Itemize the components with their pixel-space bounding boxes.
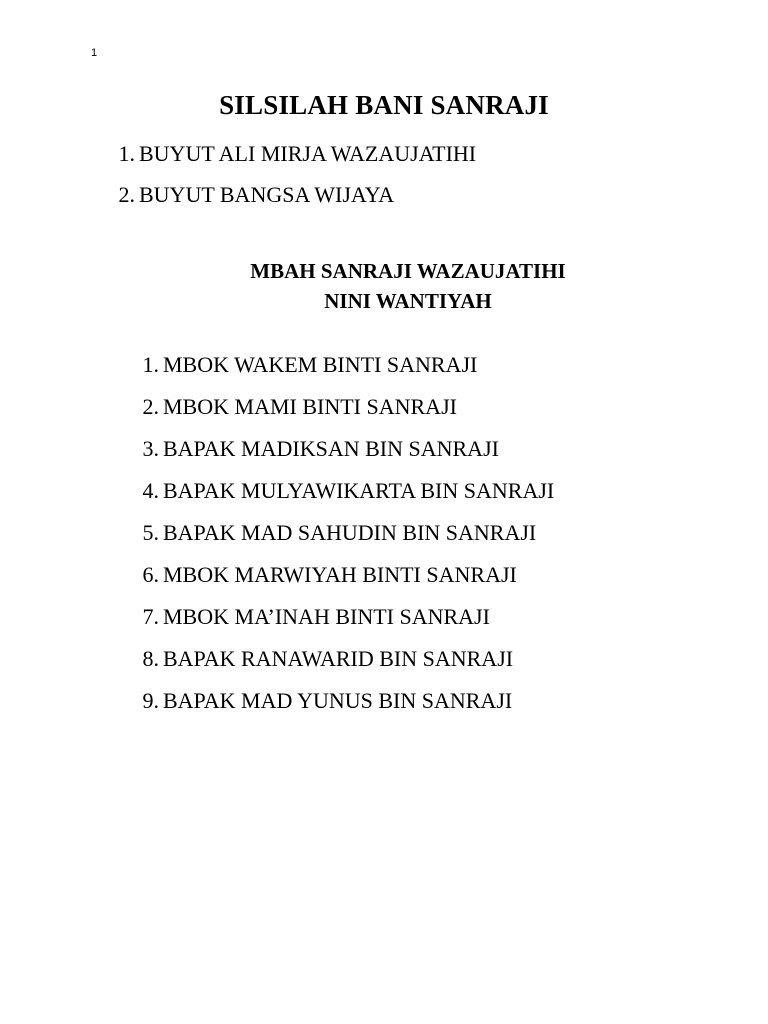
list-item-text: MBOK WAKEM BINTI SANRAJI — [163, 352, 478, 377]
list-item — [134, 561, 554, 603]
list-item-text: MBOK MAMI BINTI SANRAJI — [163, 394, 457, 419]
list-item-number: 6. — [142, 562, 159, 587]
ancestors-list — [110, 140, 476, 222]
list-item — [110, 181, 476, 222]
list-item — [134, 519, 554, 561]
list-item-text: BAPAK MAD SAHUDIN BIN SANRAJI — [163, 520, 537, 545]
list-item-text: MBOK MA’INAH BINTI SANRAJI — [163, 604, 490, 629]
list-item-number: 1. — [118, 141, 135, 166]
list-item — [134, 603, 554, 645]
list-item — [134, 393, 554, 435]
list-item-number: 2. — [118, 182, 135, 207]
children-list — [134, 351, 554, 729]
list-item — [134, 645, 554, 687]
list-item-text: MBOK MARWIYAH BINTI SANRAJI — [163, 562, 517, 587]
list-item-text: BUYUT ALI MIRJA WAZAUJATIHI — [139, 141, 477, 166]
couple-heading-line-2: NINI WANTIYAH — [324, 289, 492, 313]
list-item-text: BAPAK MADIKSAN BIN SANRAJI — [163, 436, 499, 461]
page-title: SILSILAH BANI SANRAJI — [219, 90, 549, 120]
page-number: 1 — [91, 47, 98, 59]
list-item-number: 5. — [142, 520, 159, 545]
list-item — [110, 140, 476, 181]
list-item-text: BAPAK MULYAWIKARTA BIN SANRAJI — [163, 478, 555, 503]
list-item — [134, 351, 554, 393]
list-item — [134, 435, 554, 477]
list-item-text: BAPAK RANAWARID BIN SANRAJI — [163, 646, 514, 671]
couple-heading-line-1: MBAH SANRAJI WAZAUJATIHI — [250, 259, 566, 283]
list-item-number: 7. — [142, 604, 159, 629]
list-item-number: 8. — [142, 646, 159, 671]
list-item-number: 4. — [142, 478, 159, 503]
list-item-number: 3. — [142, 436, 159, 461]
couple-heading — [0, 256, 768, 316]
list-item — [134, 477, 554, 519]
list-item-text: BAPAK MAD YUNUS BIN SANRAJI — [163, 688, 513, 713]
list-item-number: 2. — [142, 394, 159, 419]
list-item-number: 9. — [142, 688, 159, 713]
list-item-number: 1. — [142, 352, 159, 377]
list-item-text: BUYUT BANGSA WIJAYA — [139, 182, 395, 207]
list-item — [134, 687, 554, 729]
